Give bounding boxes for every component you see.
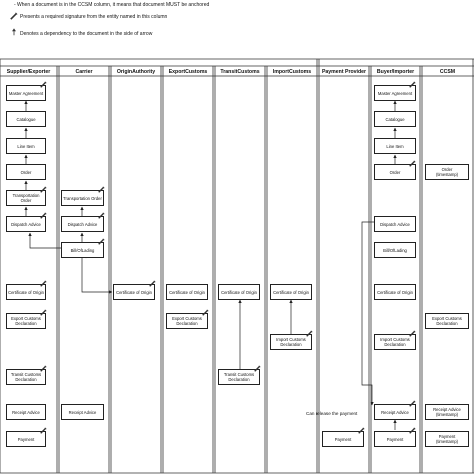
signature-icon [40,186,47,193]
signature-icon [254,365,261,372]
signature-icon [358,427,365,434]
lane-header-payment-provider: Payment Provider [321,69,367,75]
signature-icon [306,330,313,337]
signature-icon [40,280,47,287]
signature-icon [40,309,47,316]
release-payment-note: Can release the payment [306,411,358,416]
doc-order[interactable]: Order [6,164,46,180]
doc-transit-declaration[interactable]: Transit Customs Declaration [218,369,260,385]
doc-buyer-receipt-advice[interactable]: Receipt Advice [374,404,416,420]
signature-icon [98,186,105,193]
lane-header-transit-customs: TransitCustoms [220,69,260,75]
lane-header-carrier: Carrier [75,69,93,75]
doc-export-declaration[interactable]: Export Customs Declaration [166,313,208,329]
lane-header-supplier: Supplier/Exporter [6,69,51,75]
doc-buyer-catalogue[interactable]: Catalogue [374,111,416,127]
doc-carrier-transportation-order[interactable]: Transportation Order [61,190,104,206]
lane-header-import-customs: ImportCustoms [272,69,312,75]
doc-buyer-master-agreement[interactable]: Master Agreement [374,85,416,101]
doc-buyer-line-item[interactable]: Line Item [374,138,416,154]
legend-anchor-note: - When a document is in the CCSM column, it means that document MUST be anchored [14,2,210,8]
doc-buyer-import-declaration[interactable]: Import Customs Declaration [374,334,416,350]
doc-buyer-payment[interactable]: Payment [374,431,416,447]
lane-header-export-customs: ExportCustoms [168,69,208,75]
doc-ccsm-receipt-advice[interactable]: Receipt Advice (timestamp) [425,404,469,420]
doc-export-certificate[interactable]: Certificate of Origin [166,284,208,300]
signature-icon [202,309,209,316]
doc-transit-customs-declaration[interactable]: Transit Customs Declaration [6,369,46,385]
doc-buyer-dispatch-advice[interactable]: Dispatch Advice [374,216,416,232]
doc-import-certificate[interactable]: Certificate of Origin [270,284,312,300]
signature-icon [409,400,416,407]
doc-certificate-of-origin[interactable]: Certificate of Origin [6,284,46,300]
signature-icon [98,238,105,245]
legend-signature-note: Presents a required signature from the entity named in this column [20,14,168,20]
doc-ccsm-export-declaration[interactable]: Export Customs Declaration [425,313,469,329]
signature-icon [409,160,416,167]
doc-master-agreement[interactable]: Master Agreement [6,85,46,101]
signature-icon [409,427,416,434]
legend-dependency-note: Denotes a dependency to the document in the side of arrow [20,31,153,37]
doc-carrier-dispatch-advice[interactable]: Dispatch Advice [61,216,104,232]
doc-catalogue[interactable]: Catalogue [6,111,46,127]
doc-buyer-order[interactable]: Order [374,164,416,180]
lane-header-buyer: Buyer/Importer [376,69,415,75]
signature-icon [40,212,47,219]
doc-receipt-advice[interactable]: Receipt Advice [6,404,46,420]
doc-buyer-certificate-of-origin[interactable]: Certificate of Origin [374,284,416,300]
lane-header-origin-authority: OriginAuthority [116,69,156,75]
doc-buyer-bill-of-lading[interactable]: Bill/OfLading [374,242,416,258]
signature-icon [40,81,47,88]
signature-icon [40,365,47,372]
doc-import-declaration[interactable]: Import Customs Declaration [270,334,312,350]
doc-ccsm-order[interactable]: Order (timestamp) [425,164,469,180]
doc-transit-certificate[interactable]: Certificate of Origin [218,284,260,300]
signature-icon [409,81,416,88]
doc-line-item[interactable]: Line Item [6,138,46,154]
doc-ccsm-payment[interactable]: Payment (timestamp) [425,431,469,447]
doc-export-customs-declaration[interactable]: Export Customs Declaration [6,313,46,329]
signature-icon [149,280,156,287]
doc-provider-payment[interactable]: Payment [322,431,364,447]
signature-icon [409,330,416,337]
doc-transportation-order[interactable]: Transportation Order [6,190,46,206]
doc-dispatch-advice[interactable]: Dispatch Advice [6,216,46,232]
signature-icon [98,212,105,219]
doc-payment[interactable]: Payment [6,431,46,447]
lane-header-ccsm: CCSM [439,69,456,75]
doc-carrier-receipt-advice[interactable]: Receipt Advice [61,404,104,420]
doc-origin-certificate[interactable]: Certificate of Origin [113,284,155,300]
doc-bill-of-lading[interactable]: Bill/OfLading [61,242,104,258]
signature-icon [40,427,47,434]
